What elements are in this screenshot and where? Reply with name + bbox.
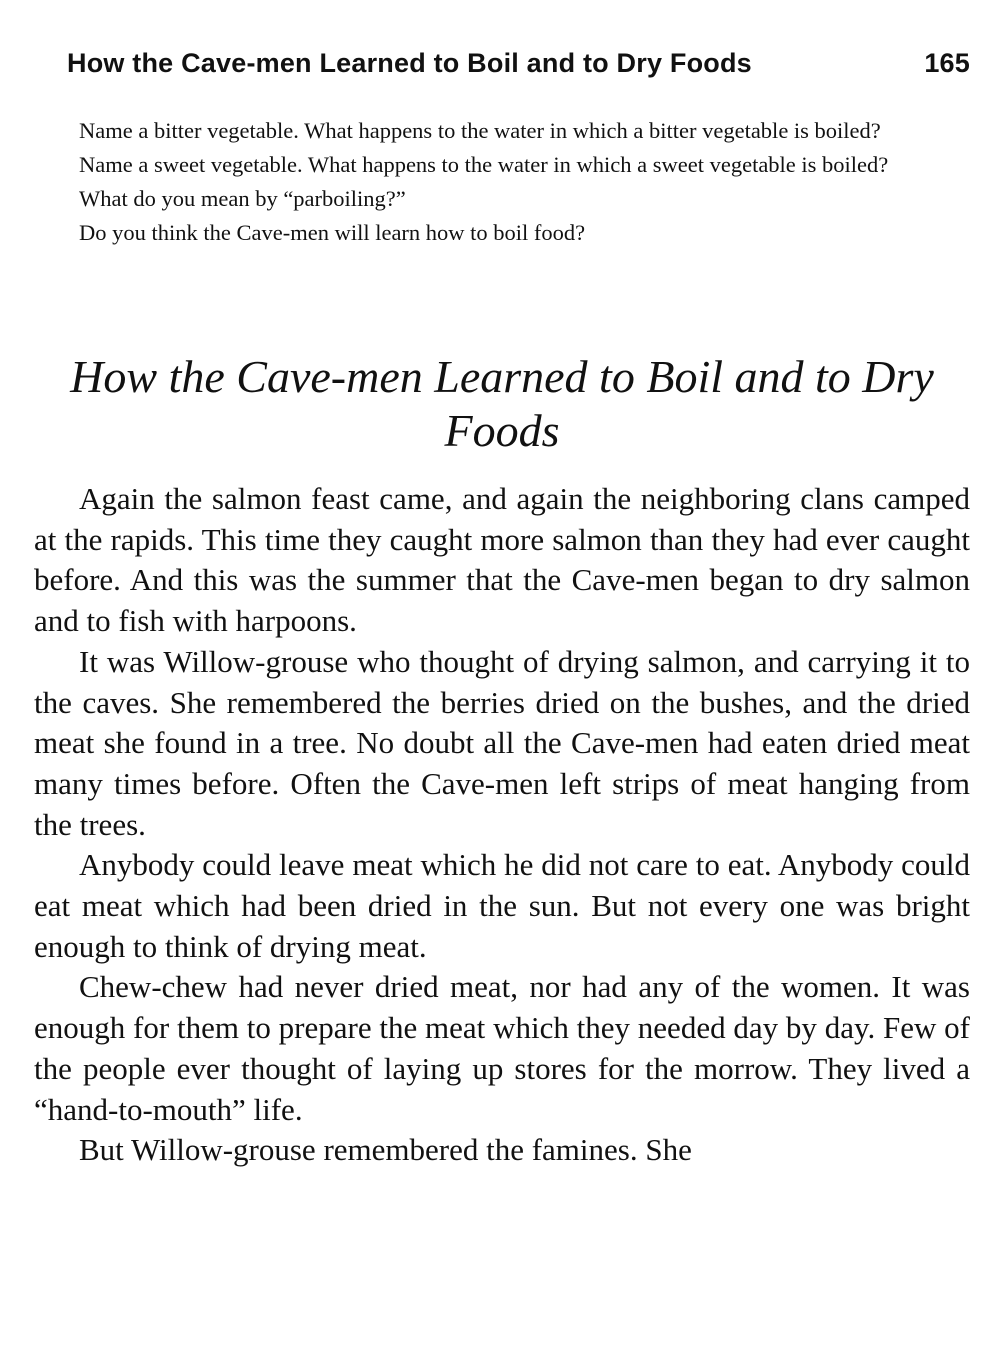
question: What do you mean by “parboiling?” [79,186,406,211]
chapter-title: How the Cave-men Learned to Boil and to Dry Foods [70,351,934,456]
paragraph: But Willow-grouse remembered the famines. She [79,1132,692,1168]
chapter-body [34,479,970,1171]
running-head-title: How the Cave-men Learned to Boil and to Dry Foods [67,48,752,78]
paragraph: Chew-chew had never dried meat, nor had any of the women. It was enough for them to prepare the meat which they needed day by day. Few of the people ever thought of laying up stores for the morrow. They lived a “hand-to-mouth” life. [34,969,970,1127]
paragraph: Again the salmon feast came, and again the neighboring clans camped at the rapids. This time they caught more salmon than they had ever caught before. And this was the summer that the Cave-men began to dry salmon and to fish with harpoons. [34,481,970,639]
study-questions [34,114,970,250]
question: Name a bitter vegetable. What happens to the water in which a bitter vegetable is boiled? [79,118,881,143]
question: Do you think the Cave-men will learn how to boil food? [79,220,586,245]
paragraph: It was Willow-grouse who thought of drying salmon, and carrying it to the caves. She remembered the berries dried on the bushes, and the dried meat she found in a tree. No doubt all the Cave-men had eaten dried meat many times before. Often the Cave-men left strips of meat hanging from the trees. [34,643,970,842]
question: Name a sweet vegetable. What happens to the water in which a sweet vegetable is boiled? [79,152,889,177]
page-number: 165 [924,48,970,78]
paragraph: Anybody could leave meat which he did not care to eat. Anybody could eat meat which had been dried in the sun. But not every one was bright enough to think of drying meat. [34,847,970,964]
